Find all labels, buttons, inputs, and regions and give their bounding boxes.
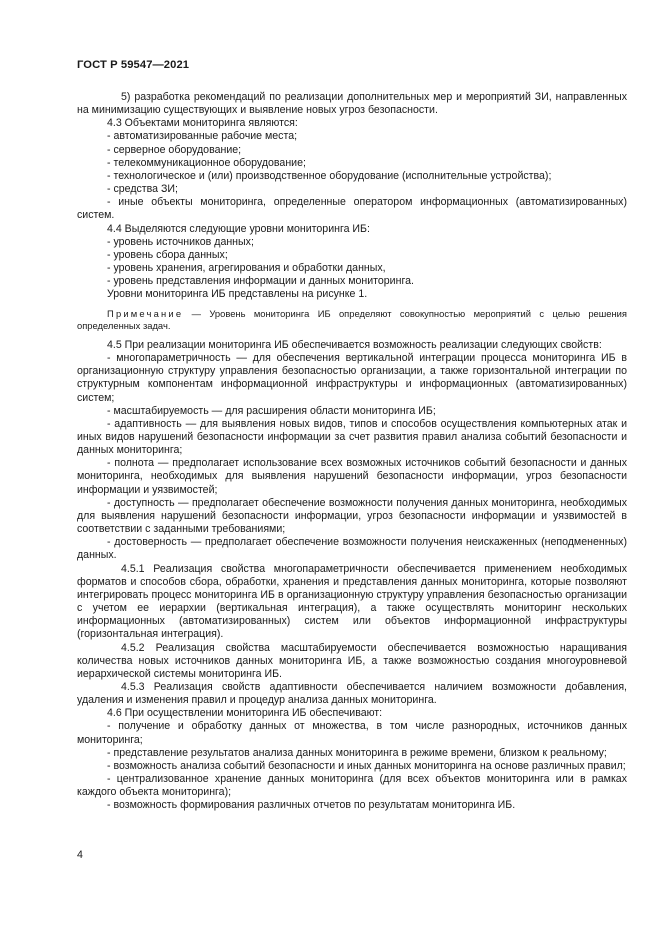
list-item: - представление результатов анализа данных мониторинга в режиме времени, близком к реальному; bbox=[107, 746, 607, 759]
list-item: - масштабируемость — для расширения области мониторинга ИБ; bbox=[107, 404, 436, 417]
standard-title: ГОСТ Р 59547—2021 bbox=[77, 59, 190, 71]
list-item: - технологическое и (или) производственное оборудование (исполнительные устройства); bbox=[107, 169, 552, 182]
list-item: - средства ЗИ; bbox=[107, 183, 178, 196]
paragraph: 4.5.1 Реализация свойства многопараметричности обеспечивается применением необходимых форматов и способов сбора, обработки, хранения и представления данных мониторинга, которые позволяют интегрировать процесс мониторинга ИБ в организационную структуру управления безопасностью организации с учетом ее иерархии (вертикальная интеграция), а также осуществлять мониторинг нескольких информационных (автоматизированных) систем или объектов информационной инфраструктуры (горизонтальная интеграция). bbox=[77, 562, 627, 641]
list-item: - многопараметричность — для обеспечения вертикальной интеграции процесса мониторинга ИБ в организационную структуру управления безопасностью организации, а также горизонтальной интеграции по структурным компонентам информационной инфраструктуры и информационных (автоматизированных) систем; bbox=[77, 352, 627, 404]
list-item: - централизованное хранение данных мониторинга (для всех объектов мониторинга или в рамках каждого объекта мониторинга); bbox=[77, 773, 627, 799]
note-label: Примечание bbox=[107, 307, 184, 319]
list-item: - уровень источников данных; bbox=[107, 235, 254, 248]
section-heading: 4.4 Выделяются следующие уровни мониторинга ИБ: bbox=[107, 222, 370, 235]
list-item: - достоверность — предполагает обеспечение возможности получения неискаженных (неподмененных) данных. bbox=[77, 536, 627, 562]
list-item: - уровень представления информации и данных мониторинга. bbox=[107, 275, 414, 288]
list-item: - полнота — предполагает использование всех возможных источников событий безопасности и данных мониторинга, необходимых для выявления нарушений безопасности информации, угроз безопасности информации и уязвимостей; bbox=[77, 457, 627, 496]
section-heading: 4.5 При реализации мониторинга ИБ обеспечивается возможность реализации следующих свойств: bbox=[107, 338, 602, 351]
list-item: - автоматизированные рабочие места; bbox=[107, 130, 298, 143]
list-item: - иные объекты мониторинга, определенные оператором информационных (автоматизированных) систем. bbox=[77, 196, 627, 222]
paragraph: 4.5.2 Реализация свойства масштабируемости обеспечивается возможностью наращивания количества новых источников данных мониторинга ИБ, а также возможностью создания многоуровневой иерархической системы мониторинга ИБ. bbox=[77, 641, 627, 680]
list-item: - серверное оборудование; bbox=[107, 143, 242, 156]
list-item: - доступность — предполагает обеспечение возможности получения данных мониторинга, необходимых для выявления нарушений безопасности информации, угроз безопасности информации и уязвимостей в соответствии с заданными требованиями; bbox=[77, 496, 627, 536]
list-item: - возможность анализа событий безопасности и иных данных мониторинга на основе различных правил; bbox=[107, 759, 626, 772]
paragraph: 5) разработка рекомендаций по реализации дополнительных мер и мероприятий ЗИ, направленных на минимизацию существующих и выявление новых угроз безопасности. bbox=[77, 91, 627, 117]
section-heading: 4.3 Объектами мониторинга являются: bbox=[107, 117, 298, 130]
note-text: — Уровень мониторинга ИБ определяют совокупностью мероприятий с целью решения определенных задач. bbox=[77, 307, 627, 331]
list-item: - телекоммуникационное оборудование; bbox=[107, 156, 306, 169]
paragraph: 4.5.3 Реализация свойств адаптивности обеспечивается наличием возможности добавления, удаления и изменения правил и процедур анализа данных мониторинга. bbox=[77, 680, 627, 707]
paragraph: Уровни мониторинга ИБ представлены на рисунке 1. bbox=[107, 288, 368, 301]
note bbox=[77, 308, 627, 332]
section-heading: 4.6 При осуществлении мониторинга ИБ обеспечивают: bbox=[107, 707, 383, 720]
page-number: 4 bbox=[77, 849, 83, 861]
list-item: - адаптивность — для выявления новых видов, типов и способов осуществления компьютерных атак и иных видов нарушений безопасности информации за счет развития правил анализа событий безопасности и данных мониторинга; bbox=[77, 417, 627, 457]
list-item: - уровень хранения, агрегирования и обработки данных, bbox=[107, 262, 386, 275]
list-item: - возможность формирования различных отчетов по результатам мониторинга ИБ. bbox=[107, 799, 516, 812]
list-item: - уровень сбора данных; bbox=[107, 248, 228, 261]
list-item: - получение и обработку данных от множества, в том числе разнородных, источников данных мониторинга; bbox=[77, 720, 627, 746]
body-text bbox=[77, 91, 627, 813]
